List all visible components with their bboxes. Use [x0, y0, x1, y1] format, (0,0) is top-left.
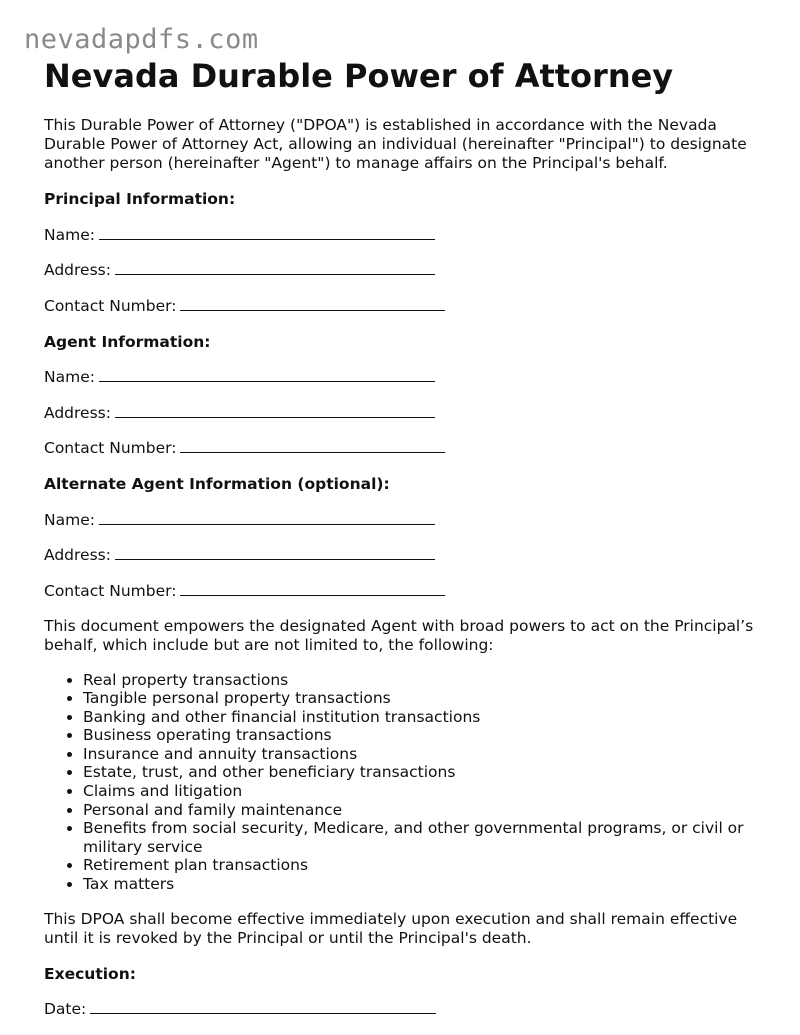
alternate-contact-field[interactable]	[44, 581, 764, 601]
document-page	[44, 56, 764, 1019]
principal-contact-label: Contact Number:	[44, 296, 177, 315]
principal-contact-field[interactable]	[44, 296, 764, 316]
agent-contact-label: Contact Number:	[44, 439, 177, 457]
agent-heading: Agent Information:	[44, 332, 211, 351]
list-item: • Estate, trust, and other beneficiary transactions	[83, 763, 764, 782]
list-item: • Retirement plan transactions	[83, 856, 764, 875]
alternate-name-field[interactable]	[44, 510, 764, 530]
powers-intro-paragraph: This document empowers the designated Agent with broad powers to act on the Principal’s behalf, which include but are not limited to, the following:	[44, 616, 754, 654]
principal-contact-line[interactable]	[180, 296, 445, 311]
effective-paragraph: This DPOA shall become effective immediately upon execution and shall remain effective until it is revoked by the Principal or until the Principal's death.	[44, 909, 738, 947]
principal-name-label: Name:	[44, 225, 95, 244]
list-item: • Claims and litigation	[83, 782, 764, 801]
alternate-contact-line[interactable]	[180, 581, 445, 596]
principal-address-field[interactable]	[44, 260, 764, 280]
principal-heading: Principal Information:	[44, 190, 236, 208]
agent-name-line[interactable]	[99, 367, 435, 382]
agent-name-label: Name:	[44, 368, 95, 386]
agent-address-field[interactable]	[44, 403, 764, 423]
list-item: • Insurance and annuity transactions	[83, 745, 764, 764]
alternate-name-label: Name:	[44, 510, 95, 529]
alternate-name-line[interactable]	[99, 510, 435, 525]
list-item: • Banking and other financial institution transactions	[83, 708, 764, 727]
list-item: • Benefits from social security, Medicare, and other governmental programs, or civil or military service	[83, 819, 764, 856]
execution-date-label: Date:	[44, 1000, 87, 1019]
alternate-agent-heading: Alternate Agent Information (optional):	[44, 475, 390, 493]
site-watermark: nevadapdfs.com	[24, 24, 259, 55]
agent-contact-field[interactable]	[44, 438, 764, 458]
execution-date-line[interactable]	[90, 999, 436, 1014]
principal-name-line[interactable]	[99, 225, 435, 240]
alternate-contact-label: Contact Number:	[44, 581, 177, 600]
alternate-address-field[interactable]	[44, 545, 764, 565]
list-item: • Tax matters	[83, 875, 764, 894]
powers-list	[44, 671, 764, 894]
intro-paragraph: This Durable Power of Attorney ("DPOA") is established in accordance with the Nevada Durable Power of Attorney Act, allowing an individual (hereinafter "Principal") to designate another person (hereinafter "Agent") to manage affairs on the Principal's behalf.	[44, 116, 747, 172]
agent-address-label: Address:	[44, 403, 111, 422]
alternate-address-label: Address:	[44, 546, 111, 564]
list-item: • Business operating transactions	[83, 726, 764, 745]
alternate-address-line[interactable]	[115, 545, 435, 560]
list-item: • Real property transactions	[83, 671, 764, 690]
agent-name-field[interactable]	[44, 367, 764, 387]
agent-address-line[interactable]	[115, 403, 435, 418]
document-title: Nevada Durable Power of Attorney	[44, 57, 674, 95]
principal-address-line[interactable]	[115, 260, 435, 275]
list-item: • Personal and family maintenance	[83, 801, 764, 820]
principal-name-field[interactable]	[44, 225, 764, 245]
principal-address-label: Address:	[44, 261, 111, 279]
execution-heading: Execution:	[44, 964, 136, 983]
agent-contact-line[interactable]	[180, 438, 445, 453]
list-item: • Tangible personal property transactions	[83, 689, 764, 708]
execution-date-field[interactable]	[44, 999, 764, 1019]
